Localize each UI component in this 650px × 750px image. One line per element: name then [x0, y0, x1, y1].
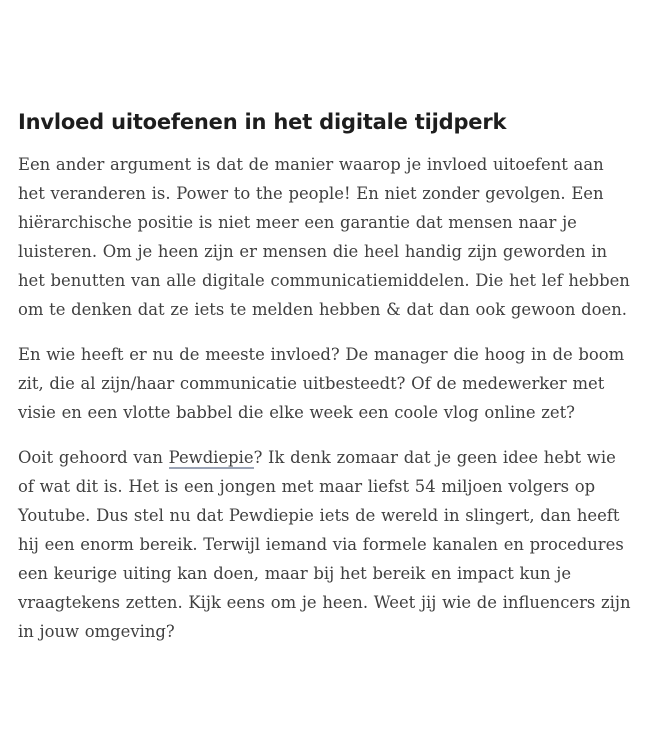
paragraph-3-intro: Ooit gehoord van — [18, 448, 169, 467]
article-heading: Invloed uitoefenen in het digitale tijdperk — [18, 110, 507, 134]
article — [18, 108, 634, 662]
paragraph-3-rest: ? Ik denk zomaar dat je geen idee hebt wie of wat dit is. Het is een jongen met maar liefst 54 miljoen volgers op Youtube. Dus stel nu dat Pewdiepie iets de wereld in slingert, dan heeft hij een enorm bereik. Terwijl iemand via formele kanalen en procedures een keurige uiting kan doen, maar bij het bereik en impact kun je vraagtekens zetten. Kijk eens om je heen. Weet jij wie de influencers zijn in jouw omgeving? — [18, 448, 631, 641]
paragraph-2: En wie heeft er nu de meeste invloed? De manager die hoog in de boom zit, die al zijn/haar communicatie uitbesteedt? Of de medewerker met visie en een vlotte babbel die elke week een coole vlog online zet? — [18, 345, 625, 422]
paragraph-1: Een ander argument is dat de manier waarop je invloed uitoefent aan het veranderen is. Power to the people! En niet zonder gevolgen. Een hiërarchische positie is niet meer een garantie dat mensen naar je luisteren. Om je heen zijn er mensen die heel handig zijn geworden in het benutten van alle digitale communicatiemiddelen. Die het lef hebben om te denken dat ze iets te melden hebben & dat dan ook gewoon doen. — [18, 155, 630, 319]
pewdiepie-link[interactable]: Pewdiepie — [168, 448, 254, 467]
paragraph-3 — [18, 443, 634, 646]
